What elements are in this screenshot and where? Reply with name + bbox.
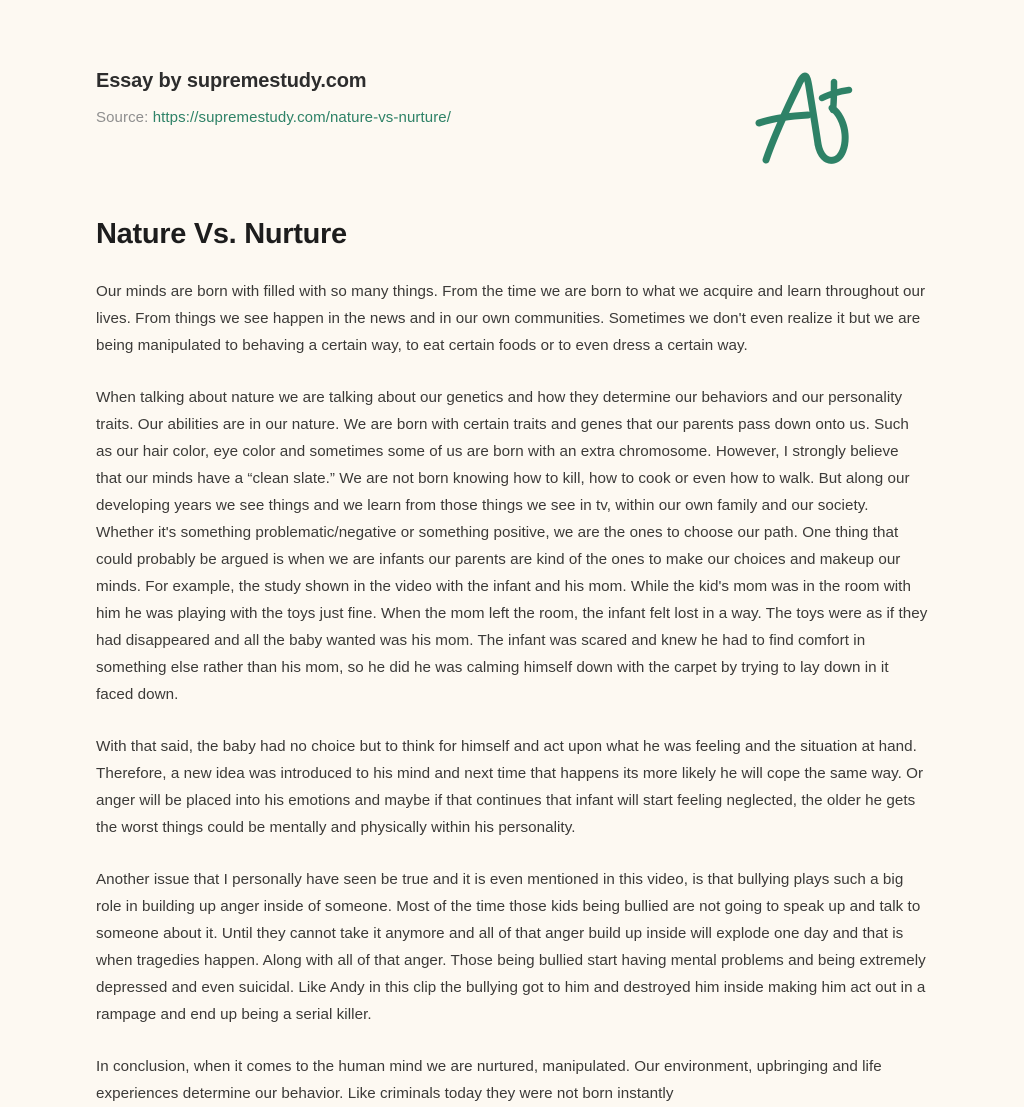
paragraph: When talking about nature we are talking about our genetics and how they determine our behaviors and our personality traits. Our abilities are in our nature. We are born with certain traits and genes that our parents pass down onto us. Such as our hair color, eye color and sometimes some of us are born with an extra chromosome. However, I strongly believe that our minds have a “clean slate.” We are not born knowing how to kill, how to cook or even how to walk. But along our developing years we see things and we learn from those things we see in tv, within our own family and our society. Whether it's something problematic/negative or something positive, we are the ones to choose our path. One thing that could probably be argued is when we are infants our parents are kind of the ones to make our choices and makeup our minds. For example, the study shown in the video with the infant and his mom. While the kid's mom was in the room with him he was playing with the toys just fine. When the mom left the room, the infant felt lost in a way. The toys were as if they had disappeared and all the baby wanted was his mom. The infant was scared and knew he had to find comfort in something else rather than his mom, so he did he was calming himself down with the carpet by trying to lay down in it faced down. [96, 389, 928, 703]
paragraph: Another issue that I personally have seen be true and it is even mentioned in this video, is that bullying plays such a big role in building up anger inside of someone. Most of the time those kids being bullied are not going to speak up and talk to someone about it. Until they cannot take it anymore and all of that anger build up inside will explode one day and that is when tragedies happen. Along with all of that anger. Those being bullied start having mental problems and being extremely depressed and even suicidal. Like Andy in this clip the bullying got to him and destroyed him inside making him act out in a rampage and end up being a serial killer. [96, 871, 926, 1023]
page-title: Nature Vs. Nurture [96, 218, 347, 250]
essay-article [96, 216, 928, 1107]
paragraph: With that said, the baby had no choice but to think for himself and act upon what he was feeling and the situation at hand. Therefore, a new idea was introduced to his mind and next time that happens its more likely he will cope the same way. Or anger will be placed into his emotions and maybe if that continues that infant will start feeling neglected, the older he gets the worst things could be mentally and physically within his personality. [96, 738, 924, 836]
source-url-link[interactable]: https://supremestudy.com/nature-vs-nurture/ [152, 109, 451, 126]
source-label: Source: [96, 109, 149, 126]
essay-body [96, 278, 928, 1107]
document-header [96, 0, 928, 126]
a-plus-logo-icon [746, 60, 856, 172]
essay-byline: Essay by supremestudy.com [96, 70, 367, 92]
paragraph: Our minds are born with filled with so many things. From the time we are born to what we acquire and learn throughout our lives. From things we see happen in the news and in our own communities. Sometimes we don't even realize it but we are being manipulated to behaving a certain way, to eat certain foods or to even dress a certain way. [96, 283, 926, 354]
paragraph: In conclusion, when it comes to the human mind we are nurtured, manipulated. Our environment, upbringing and life experiences determine our behavior. Like criminals today they were not born instantly [96, 1058, 882, 1102]
